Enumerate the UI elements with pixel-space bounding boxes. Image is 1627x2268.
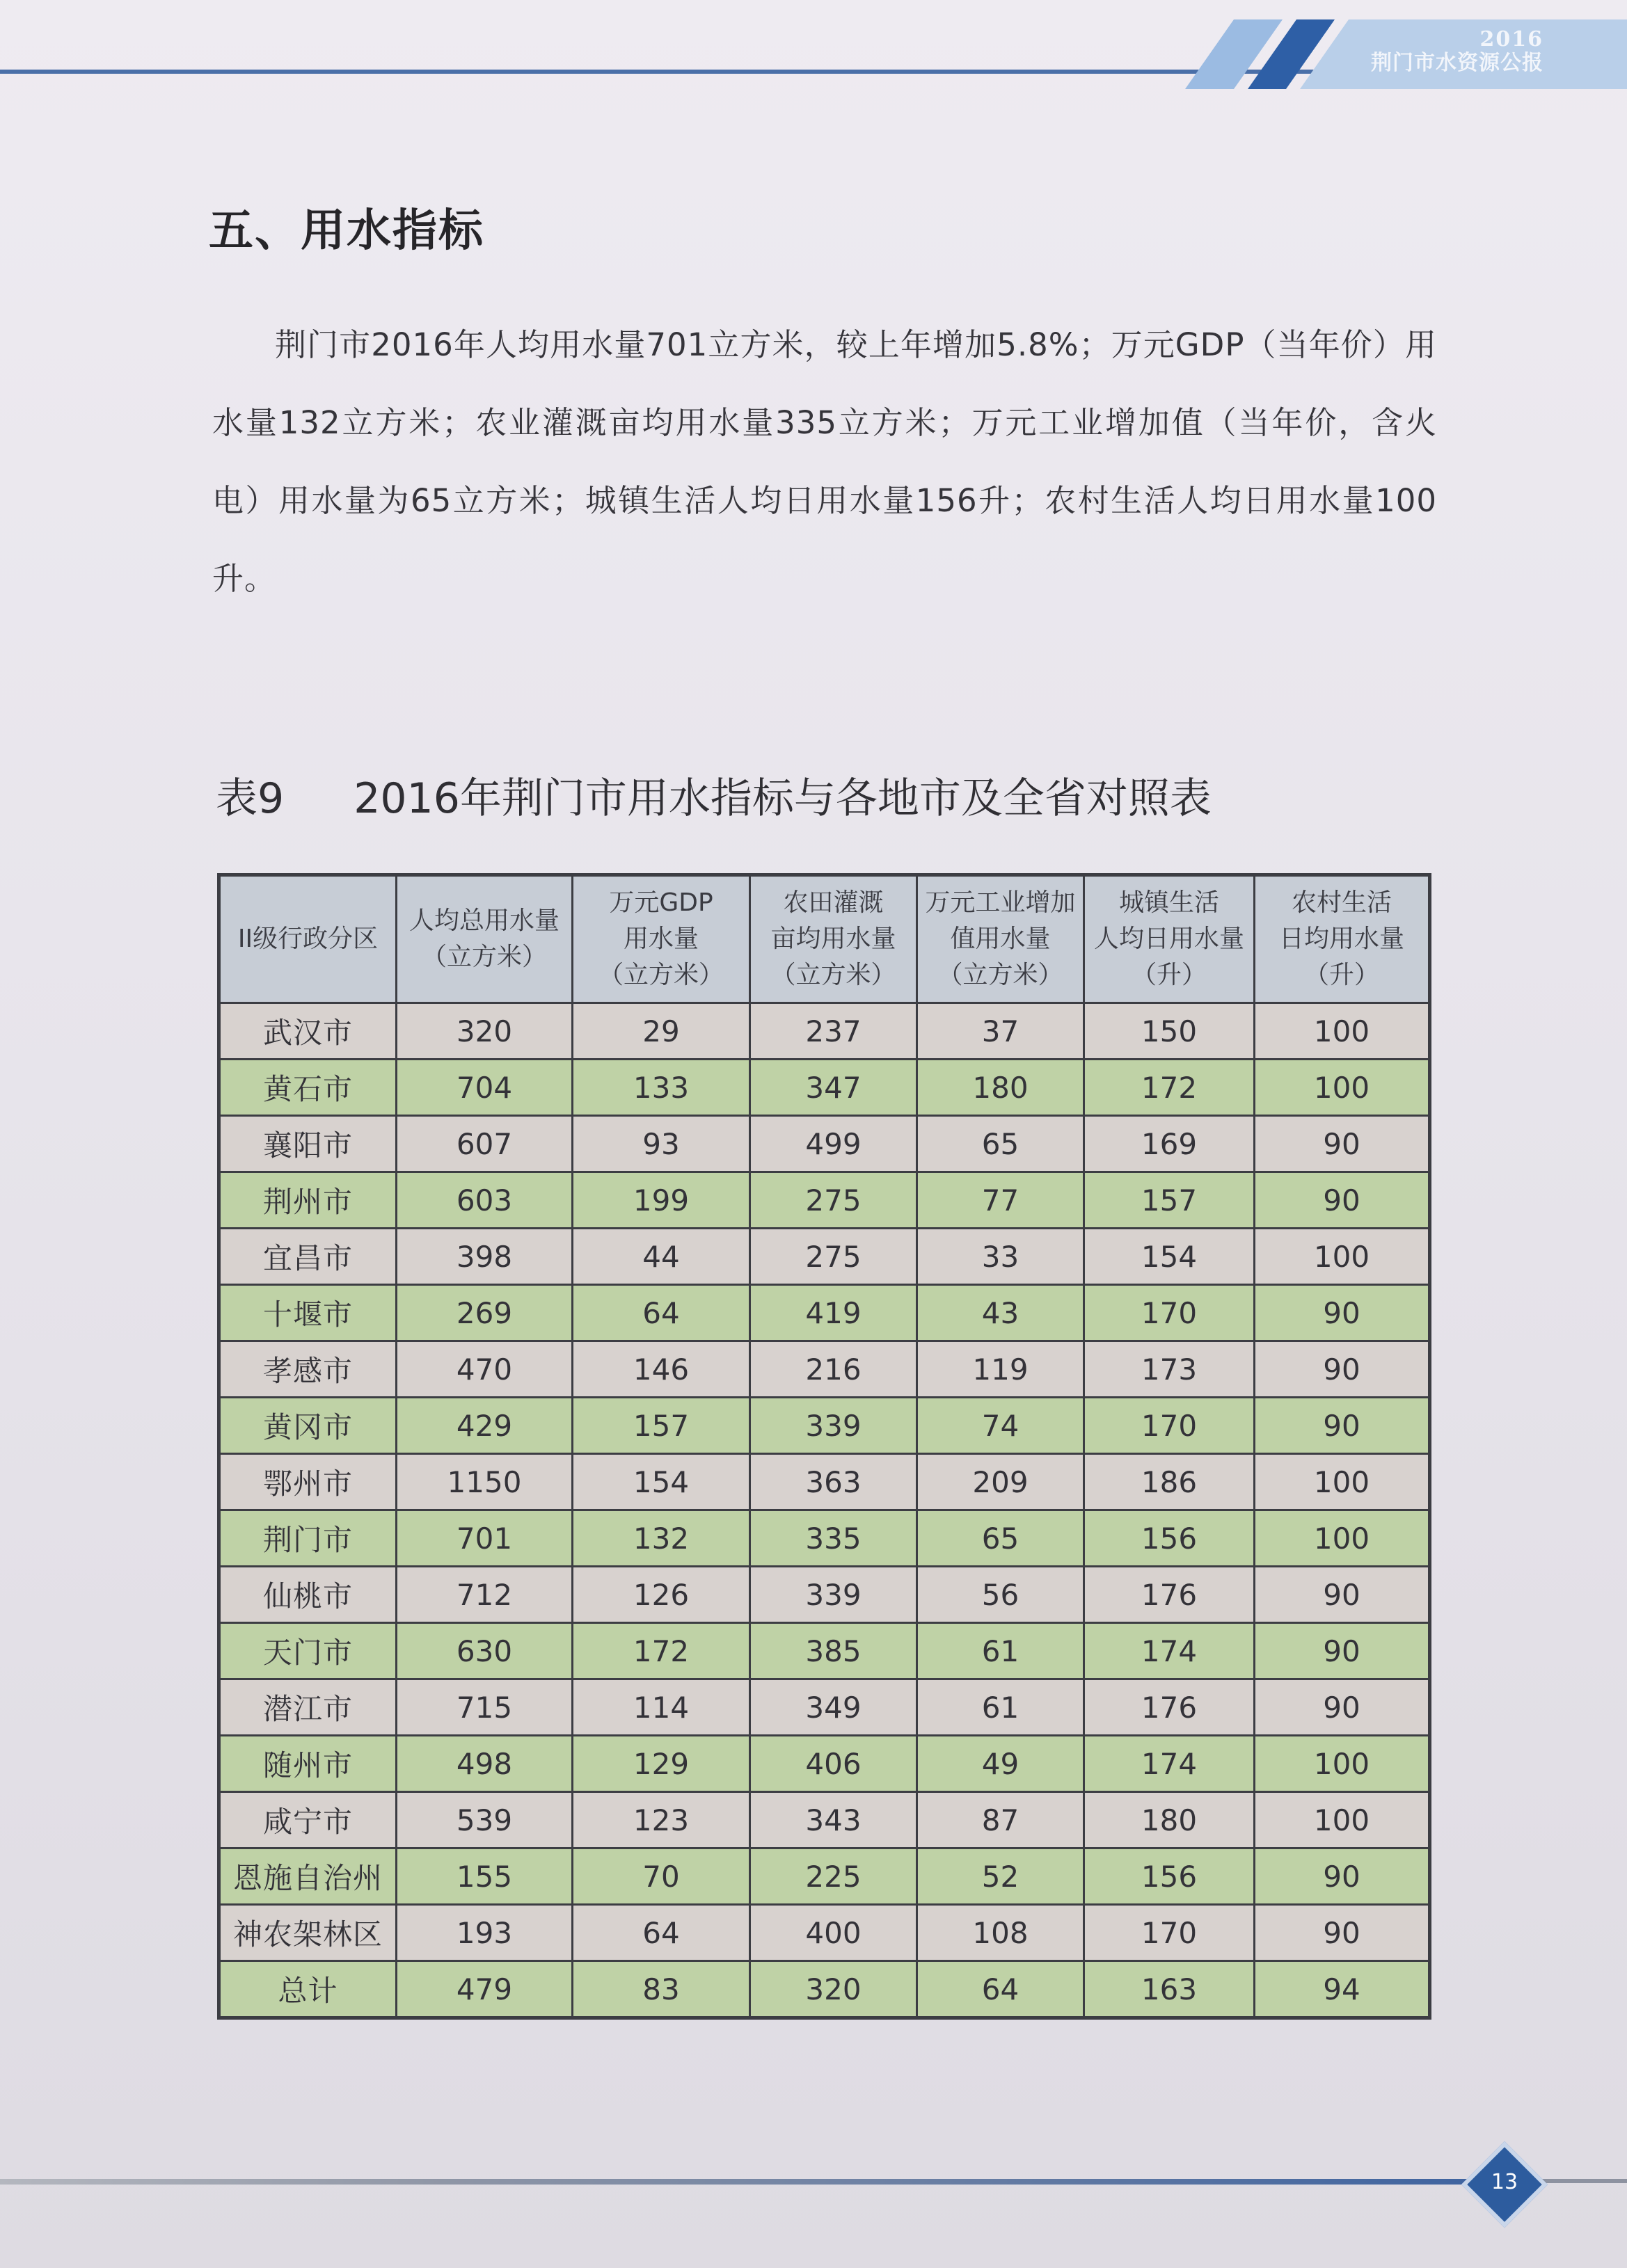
region-cell: 荆门市 — [219, 1510, 397, 1567]
value-cell: 172 — [573, 1623, 750, 1679]
value-cell: 170 — [1084, 1905, 1255, 1961]
value-cell: 100 — [1255, 1003, 1430, 1060]
region-cell: 潜江市 — [219, 1679, 397, 1736]
value-cell: 209 — [917, 1454, 1084, 1510]
value-cell: 133 — [573, 1060, 750, 1116]
column-header: 农村生活 日均用水量 （升） — [1255, 875, 1430, 1003]
value-cell: 335 — [750, 1510, 917, 1567]
value-cell: 90 — [1255, 1398, 1430, 1454]
table-row — [219, 1285, 1430, 1341]
region-cell: 黄冈市 — [219, 1398, 397, 1454]
water-use-indicator-table — [217, 873, 1431, 2020]
value-cell: 499 — [750, 1116, 917, 1172]
value-cell: 715 — [397, 1679, 573, 1736]
value-cell: 90 — [1255, 1905, 1430, 1961]
value-cell: 56 — [917, 1567, 1084, 1623]
value-cell: 169 — [1084, 1116, 1255, 1172]
value-cell: 123 — [573, 1792, 750, 1848]
value-cell: 186 — [1084, 1454, 1255, 1510]
value-cell: 275 — [750, 1172, 917, 1229]
table-row — [219, 1172, 1430, 1229]
region-cell: 襄阳市 — [219, 1116, 397, 1172]
value-cell: 90 — [1255, 1567, 1430, 1623]
value-cell: 176 — [1084, 1567, 1255, 1623]
value-cell: 90 — [1255, 1285, 1430, 1341]
region-cell: 仙桃市 — [219, 1567, 397, 1623]
value-cell: 385 — [750, 1623, 917, 1679]
table-row — [219, 1510, 1430, 1567]
value-cell: 157 — [1084, 1172, 1255, 1229]
value-cell: 630 — [397, 1623, 573, 1679]
value-cell: 37 — [917, 1003, 1084, 1060]
value-cell: 129 — [573, 1736, 750, 1792]
value-cell: 339 — [750, 1567, 917, 1623]
value-cell: 74 — [917, 1398, 1084, 1454]
page-number: 13 — [1491, 2170, 1518, 2194]
value-cell: 603 — [397, 1172, 573, 1229]
column-header: 人均总用水量 （立方米） — [397, 875, 573, 1003]
value-cell: 607 — [397, 1116, 573, 1172]
table-row — [219, 1116, 1430, 1172]
table-row — [219, 1060, 1430, 1116]
value-cell: 87 — [917, 1792, 1084, 1848]
value-cell: 704 — [397, 1060, 573, 1116]
value-cell: 429 — [397, 1398, 573, 1454]
running-header — [1371, 28, 1543, 75]
column-header: 城镇生活 人均日用水量 （升） — [1084, 875, 1255, 1003]
value-cell: 170 — [1084, 1398, 1255, 1454]
table-row — [219, 1398, 1430, 1454]
value-cell: 174 — [1084, 1623, 1255, 1679]
value-cell: 174 — [1084, 1736, 1255, 1792]
value-cell: 320 — [397, 1003, 573, 1060]
value-cell: 114 — [573, 1679, 750, 1736]
table-row — [219, 1792, 1430, 1848]
region-cell: 神农架林区 — [219, 1905, 397, 1961]
table-caption-number: 表9 — [216, 774, 285, 823]
value-cell: 216 — [750, 1341, 917, 1398]
value-cell: 154 — [573, 1454, 750, 1510]
region-cell: 武汉市 — [219, 1003, 397, 1060]
value-cell: 100 — [1255, 1736, 1430, 1792]
value-cell: 29 — [573, 1003, 750, 1060]
value-cell: 1150 — [397, 1454, 573, 1510]
value-cell: 176 — [1084, 1679, 1255, 1736]
value-cell: 180 — [1084, 1792, 1255, 1848]
region-cell: 黄石市 — [219, 1060, 397, 1116]
value-cell: 90 — [1255, 1623, 1430, 1679]
region-cell: 鄂州市 — [219, 1454, 397, 1510]
table-row — [219, 1679, 1430, 1736]
value-cell: 126 — [573, 1567, 750, 1623]
value-cell: 64 — [917, 1961, 1084, 2018]
value-cell: 343 — [750, 1792, 917, 1848]
value-cell: 33 — [917, 1229, 1084, 1285]
value-cell: 275 — [750, 1229, 917, 1285]
value-cell: 108 — [917, 1905, 1084, 1961]
table-row — [219, 1229, 1430, 1285]
value-cell: 398 — [397, 1229, 573, 1285]
column-header: 万元GDP 用水量 （立方米） — [573, 875, 750, 1003]
value-cell: 498 — [397, 1736, 573, 1792]
column-header: 农田灌溉 亩均用水量 （立方米） — [750, 875, 917, 1003]
value-cell: 146 — [573, 1341, 750, 1398]
value-cell: 93 — [573, 1116, 750, 1172]
value-cell: 65 — [917, 1510, 1084, 1567]
value-cell: 419 — [750, 1285, 917, 1341]
value-cell: 100 — [1255, 1510, 1430, 1567]
table-row — [219, 1623, 1430, 1679]
value-cell: 90 — [1255, 1172, 1430, 1229]
value-cell: 320 — [750, 1961, 917, 2018]
value-cell: 479 — [397, 1961, 573, 2018]
region-cell: 孝感市 — [219, 1341, 397, 1398]
value-cell: 100 — [1255, 1229, 1430, 1285]
value-cell: 163 — [1084, 1961, 1255, 2018]
value-cell: 363 — [750, 1454, 917, 1510]
value-cell: 64 — [573, 1285, 750, 1341]
value-cell: 100 — [1255, 1792, 1430, 1848]
region-cell: 咸宁市 — [219, 1792, 397, 1848]
value-cell: 157 — [573, 1398, 750, 1454]
value-cell: 94 — [1255, 1961, 1430, 2018]
value-cell: 61 — [917, 1623, 1084, 1679]
header-year: 2016 — [1479, 27, 1543, 51]
footer-rule — [0, 2179, 1475, 2185]
value-cell: 406 — [750, 1736, 917, 1792]
value-cell: 155 — [397, 1848, 573, 1905]
value-cell: 77 — [917, 1172, 1084, 1229]
value-cell: 154 — [1084, 1229, 1255, 1285]
value-cell: 90 — [1255, 1679, 1430, 1736]
value-cell: 701 — [397, 1510, 573, 1567]
table-row — [219, 1003, 1430, 1060]
region-cell: 总计 — [219, 1961, 397, 2018]
value-cell: 90 — [1255, 1341, 1430, 1398]
value-cell: 173 — [1084, 1341, 1255, 1398]
value-cell: 90 — [1255, 1116, 1430, 1172]
table-row — [219, 1905, 1430, 1961]
region-cell: 十堰市 — [219, 1285, 397, 1341]
value-cell: 44 — [573, 1229, 750, 1285]
value-cell: 70 — [573, 1848, 750, 1905]
value-cell: 100 — [1255, 1060, 1430, 1116]
region-cell: 随州市 — [219, 1736, 397, 1792]
table-row — [219, 1736, 1430, 1792]
value-cell: 52 — [917, 1848, 1084, 1905]
header-title: 荆门市水资源公报 — [1371, 51, 1543, 75]
column-header: II级行政分区 — [219, 875, 397, 1003]
value-cell: 712 — [397, 1567, 573, 1623]
region-cell: 宜昌市 — [219, 1229, 397, 1285]
value-cell: 100 — [1255, 1454, 1430, 1510]
value-cell: 172 — [1084, 1060, 1255, 1116]
value-cell: 61 — [917, 1679, 1084, 1736]
table-header-row — [219, 875, 1430, 1003]
value-cell: 269 — [397, 1285, 573, 1341]
value-cell: 156 — [1084, 1848, 1255, 1905]
table-body — [219, 1003, 1430, 2018]
table-row — [219, 1961, 1430, 2018]
value-cell: 180 — [917, 1060, 1084, 1116]
value-cell: 49 — [917, 1736, 1084, 1792]
value-cell: 349 — [750, 1679, 917, 1736]
region-cell: 荆州市 — [219, 1172, 397, 1229]
value-cell: 470 — [397, 1341, 573, 1398]
column-header: 万元工业增加 值用水量 （立方米） — [917, 875, 1084, 1003]
value-cell: 347 — [750, 1060, 917, 1116]
table-row — [219, 1848, 1430, 1905]
region-cell: 恩施自治州 — [219, 1848, 397, 1905]
value-cell: 539 — [397, 1792, 573, 1848]
table-row — [219, 1567, 1430, 1623]
value-cell: 199 — [573, 1172, 750, 1229]
table-row — [219, 1341, 1430, 1398]
table-row — [219, 1454, 1430, 1510]
table-caption — [216, 765, 1212, 825]
value-cell: 237 — [750, 1003, 917, 1060]
body-paragraph: 荆门市2016年人均用水量701立方米，较上年增加5.8%；万元GDP（当年价）用水量132立方米；农业灌溉亩均用水量335立方米；万元工业增加值（当年价，含火电）用水量为65立方米；城镇生活人均日用水量156升；农村生活人均日用水量100升。 — [212, 326, 1437, 597]
region-cell: 天门市 — [219, 1623, 397, 1679]
value-cell: 119 — [917, 1341, 1084, 1398]
value-cell: 65 — [917, 1116, 1084, 1172]
value-cell: 339 — [750, 1398, 917, 1454]
section-title: 五、用水指标 — [209, 205, 484, 257]
value-cell: 150 — [1084, 1003, 1255, 1060]
table-caption-text: 2016年荆门市用水指标与各地市及全省对照表 — [354, 774, 1212, 823]
value-cell: 225 — [750, 1848, 917, 1905]
value-cell: 83 — [573, 1961, 750, 2018]
value-cell: 156 — [1084, 1510, 1255, 1567]
value-cell: 64 — [573, 1905, 750, 1961]
value-cell: 170 — [1084, 1285, 1255, 1341]
value-cell: 132 — [573, 1510, 750, 1567]
value-cell: 400 — [750, 1905, 917, 1961]
value-cell: 90 — [1255, 1848, 1430, 1905]
value-cell: 193 — [397, 1905, 573, 1961]
value-cell: 43 — [917, 1285, 1084, 1341]
